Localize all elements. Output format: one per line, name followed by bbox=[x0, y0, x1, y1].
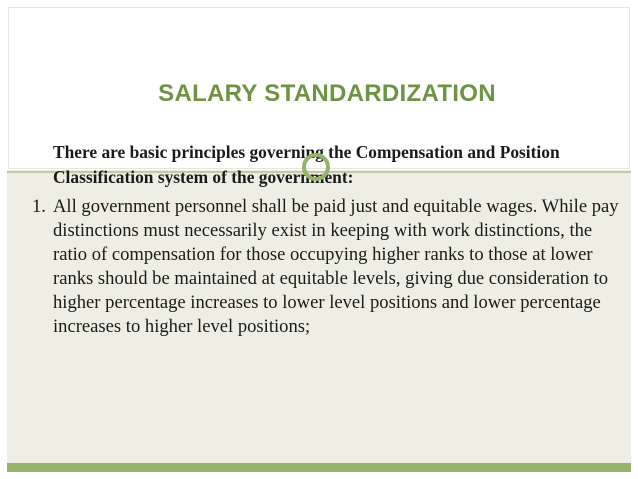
decorative-ring-icon bbox=[302, 153, 330, 181]
intro-text: There are basic principles governing the Compensation and Position Classification system of the government: bbox=[53, 142, 560, 187]
slide-title: SALARY STANDARDIZATION bbox=[158, 80, 496, 107]
list-item bbox=[32, 195, 632, 339]
list-item-text: All government personnel shall be paid just and equitable wages. While pay distinctions must necessarily exist in keeping with work distinctions, the ratio of compensation for those occupying higher ranks to those at lower ranks should be maintained at equitable levels, giving due consideration to higher percentage increases to lower level positions and lower percentage increases to higher level positions; bbox=[53, 196, 619, 337]
list-item-number: 1. bbox=[32, 196, 46, 217]
bottom-accent-bar bbox=[7, 463, 631, 472]
